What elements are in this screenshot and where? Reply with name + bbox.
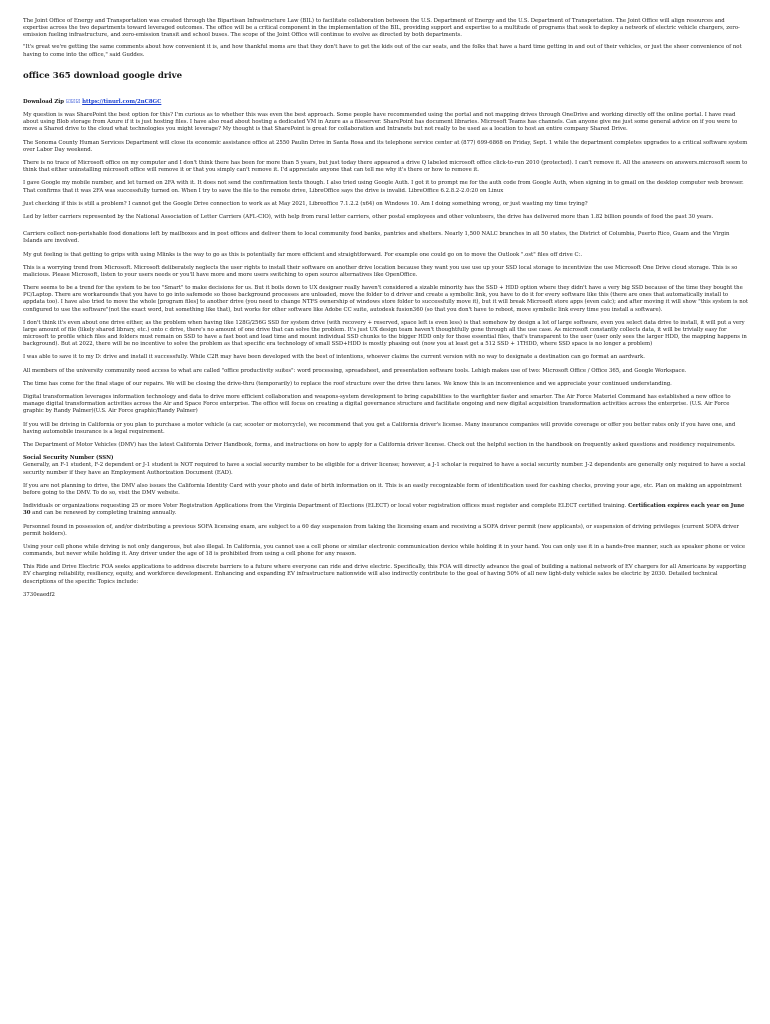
body-paragraph: Digital transformation leverages information technology and data to drive more efficient collaboration and weapons-system development to bring capabilities to the warfighter faster and smarter. The Air Force Materiel Command has established a new office to manage digital transformation activities across the Air and Space Force enterprise. The office will focus on creating a digital governance structure and facilitate ongoing and new digital acquisition transformation activities across the enterprise. (U.S. Air Force graphic by Randy Palmer)(U.S. Air Force graphic/Randy Palmer) (23, 394, 731, 415)
download-line (23, 99, 748, 106)
ssn-section (23, 455, 748, 476)
ssn-heading: Social Security Number (SSN) (23, 455, 114, 462)
body-paragraph: Just checking if this is still a problem? I cannot get the Google Drive connection to work as at May 2021, Libreoffice 7.1.2.2 (x64) on Windows 10. Am I doing something wrong, or just wasting my time trying? (23, 200, 588, 207)
body-paragraph: Personnel found in possession of, and/or distributing a previous SOFA licensing exam, are subject to a 60 day suspension from taking the licensing exam and receiving a SOFA driver permit (new applicants), or suspension of driving privileges (current SOFA driver permit holders). (23, 523, 739, 537)
body-paragraph: The Sonoma County Human Services Department will close its economic assistance office at 2550 Paulin Drive in Santa Rosa and its telephone service center at (877) 699-6868 on Friday, Sept. 1 while the department completes upgrades to a critical software system over Labor Day weekend. (23, 139, 748, 153)
download-link[interactable]: https://tinurl.com/2nC8GC (82, 98, 162, 105)
body-paragraph: If you will be driving in California or you plan to purchase a motor vehicle (a car, scooter or motorcycle), we recommend that you get a California driver's license. Many insurance companies will provide coverage or offer you better rates only if you have one, and having automobile insurance is a legal requirement. (23, 421, 736, 435)
certification-text: Individuals or organizations requesting 25 or more Voter Registration Applications from the Virginia Department of Elections (ELECT) or local voter registration offices must register and complete ELECT certified training. (23, 503, 629, 510)
intro-paragraph: "It's great we're getting the same comments about how convenient it is, and how thankful moms are that they don't have to get the kids out of the car seats, and the folks that have a hard time getting in and out of their vehicles, or just the sheer convenience of not having to come into the office," said Guddes. (23, 44, 742, 58)
download-glyph: ☑☑☑ (65, 98, 81, 105)
body-paragraph: This is a worrying trend from Microsoft. Microsoft deliberately neglects the user rights to install their software on another drive location because they want you use use up your SSD local storage to incentivize the use Microsoft One Drive cloud storage. This is so malicious. Please Microsoft, listen to your users needs or you'll have more and more users switching to open source alternatives like OpenOffice. (23, 264, 738, 278)
page-title: office 365 download google drive (23, 70, 183, 81)
download-label: Download Zip (23, 98, 65, 105)
body-paragraph: I gave Google my mobile number, and let turned on 2FA with it. It does not send the confirmation texts though. I also tried using Google Auth. I got it to prompt me for the auth code from Google Auth, when signing in to gmail on the desktop computer web browser. That confirms that it was 2FA was successfully turned on. When I try to save the file to the remote drive, LibreOffice says the drive is invalid. LibreOffice 6.2.8.2-2.0:20 on Linux (23, 180, 744, 194)
body-paragraph: Using your cell phone while driving is not only dangerous, but also illegal. In California, you cannot use a cell phone or similar electronic communication device while holding it in your hand. You can only use it in a hands-free manner, such as speaker phone or voice commands, but never while holding it. Any driver under the age of 18 is prohibited from using a cell phone for any reason. (23, 543, 746, 558)
body-paragraph: All members of the university community need access to what are called "office productivity suites": word processing, spreadsheet, and presentation software tools. Lehigh makes use of two: Microsoft Office / Office 365, and Google Workspace. (23, 367, 687, 374)
footer-code: 3730eaedf2 (23, 591, 55, 598)
body-paragraph: There seems to be a trend for the system to be too "Smart" to make decisions for us. But it boils down to UX designer really haven't considered a sizable minority has the SSD + HDD option where they didn't have a very big SSD because of the time they bought the PC/Laptop. There are workarounds that you have to go into safemode so those background processes are unloaded, move the folder to d driver and create a symbolic link, you have to do it for every software like this (there are ones that automatically install to appdata too). I have also tried to move the whole [program files] to another drive (you need to change NTFS ownership of windows store folder to successfully move it), but it will break Microsoft store apps (even calc); and after moving it will show "this system is not configured to use the software"(not the exact word, but something like that), but works for other software like Adobe CC suite, autodesk fusion360 (so that you don't have to reboot, move symbolic link every time you install a software). (23, 285, 748, 313)
body-paragraph: If you are not planning to drive, the DMV also issues the California Identity Card with your photo and date of birth information on it. This is an easily recognizable form of identification used for cashing checks, proving your age, etc. Plan on making an appointment before going to the DMV. To do so, visit the DMV website. (23, 482, 742, 496)
ssn-body: Generally, an F-1 student, F-2 dependent or J-1 student is NOT required to have a social security number to be eligible for a driver license; however, a J-1 scholar is required to have a social security number. J-2 dependents are generally only required to have a social security number if they have an Employment Authorization Document (EAD). (23, 462, 746, 476)
certification-paragraph (23, 503, 748, 517)
body-paragraph: There is no trace of Microsoft office on my computer and I don't think there has been for more than 5 years, but just today there appeared a drive Q labeled microsoft office click-to-run 2010 (protected). I can't remove it. All the answers on answers.microsoft seem to think that either uninstalling microsoft office will remove it or that you simply can't remove it. I'd appreciate anyone that can tell me why it's there or how to remove it. (23, 160, 748, 174)
intro-paragraph: The Joint Office of Energy and Transportation was created through the Bipartisan Infrastructure Law (BIL) to facilitate collaboration between the U.S. Department of Energy and the U.S. Department of Transportation. The Joint Office will align resources and expertise across the two departments toward leveraged outcomes. The office will be a critical component in the implementation of the BIL, providing support and expertise to a multitude of programs that seek to deploy a network of electric vehicle chargers, zero-emission fueling infrastructure, and zero-emission transit and school buses. The scope of the Joint Office will continue to evolve as directed by both departments. (23, 18, 740, 39)
intro-section (23, 18, 748, 59)
body-paragraph: I was able to save it to my D: drive and install it successfully. While C2R may have been developed with the best of intentions, whoever claims the current version with no way to designate a destination can go format an aardvark. (23, 354, 645, 361)
certification-expiry: Certification expires each year on June 30 (23, 503, 745, 517)
body-paragraph: My gut feeling is that getting to grips with using Mlinks is the way to go as this is potentially far more efficient and straightforward. For example one could go on to move the Outlook ".ost" files off drive C:. (23, 251, 583, 258)
body-paragraph: The time has come for the final stage of our repairs. We will be closing the drive-thru (temporarily) to replace the roof structure over the drive thru lanes. We know this is an inconvenience and we appreciate your continued understanding. (23, 380, 672, 387)
body-paragraph: My question is was SharePoint the best option for this? I'm curious as to whether this was even the best approach. Some people have recommended using the portal and not mapping drives through OneDrive and working directly off the online portal. I have read about using Blob storage from Azure if it is just hosting files. I have also read about hosting a dedicated VM in Azure as a fileserver. SharePoint has document libraries. Microsoft Teams has channels. Can anyone give me just some general advice on if you were to move a Shared drive to the cloud what technologies you might leverage? My thought is that SharePoint is great for collaboration and Intranets but not really to be used as a location to host an entire company Shared Drive. (23, 112, 738, 133)
certification-text-end: and can be renewed by completing training annually. (30, 510, 177, 517)
article-body (23, 112, 748, 599)
body-paragraph: The Department of Motor Vehicles (DMV) has the latest California Driver Handbook, forms, and instructions on how to apply for a California driver license. Check out the helpful section in the handbook on frequently asked questions and residency requirements. (23, 442, 736, 449)
body-paragraph: Carriers collect non-perishable food donations left by mailboxes and in post offices and deliver them to local community food banks, pantries and shelters. Nearly 1,500 NALC branches in all 50 states, the District of Columbia, Puerto Rico, Guam and the Virgin Islands are involved. (23, 231, 730, 245)
body-paragraph: I don't think it's even about one drive either, as the problem when having like 128G/256G SSD for system drive (with recovery + reserved, space left is even less) is that somehow by design a lot of large software, even you select data drive to install, it will put a very large amount of file (likely shared library, etc.) onto c drive, there's no amount of one drive that can solve the problem. It's just UX design team haven't thoughtfully gone through all the use case. As microsoft constantly collects data, it will be trivially easy for microsoft to profile which files and folders must remain on SSD to have a fast boot and load time and mount individual SSD chunks to the bigger HDD only for those essential files, that's transparent to the user (user only sees the larger HDD, the mapping happens in background). But at 2022, there will be no incentive to solve the problem as that specific era technology of small SSD+HDD is mostly phasing out (now you at least get a 512 SSD + 1THDD, where SSD space is no longer a problem) (23, 319, 747, 348)
body-paragraph: This Ride and Drive Electric FOA seeks applications to address discrete barriers to a future where everyone can ride and drive electric. Specifically, this FOA will directly advance the goal of building a national network of EV chargers for all Americans by supporting EV charging reliability, resiliency, equity, and workforce development. Enhancing and expanding EV infrastructure nationwide will also indirectly contribute to the goal of having 50% of all new light-duty vehicle sales be electric by 2030. Detailed technical descriptions of the specific Topics include: (23, 564, 746, 585)
body-paragraph: Led by letter carriers represented by the National Association of Letter Carriers (AFL-CIO), with help from rural letter carriers, other postal employees and other volunteers, the drive has delivered more than 1.82 billion pounds of food the past 30 years. (23, 214, 714, 221)
